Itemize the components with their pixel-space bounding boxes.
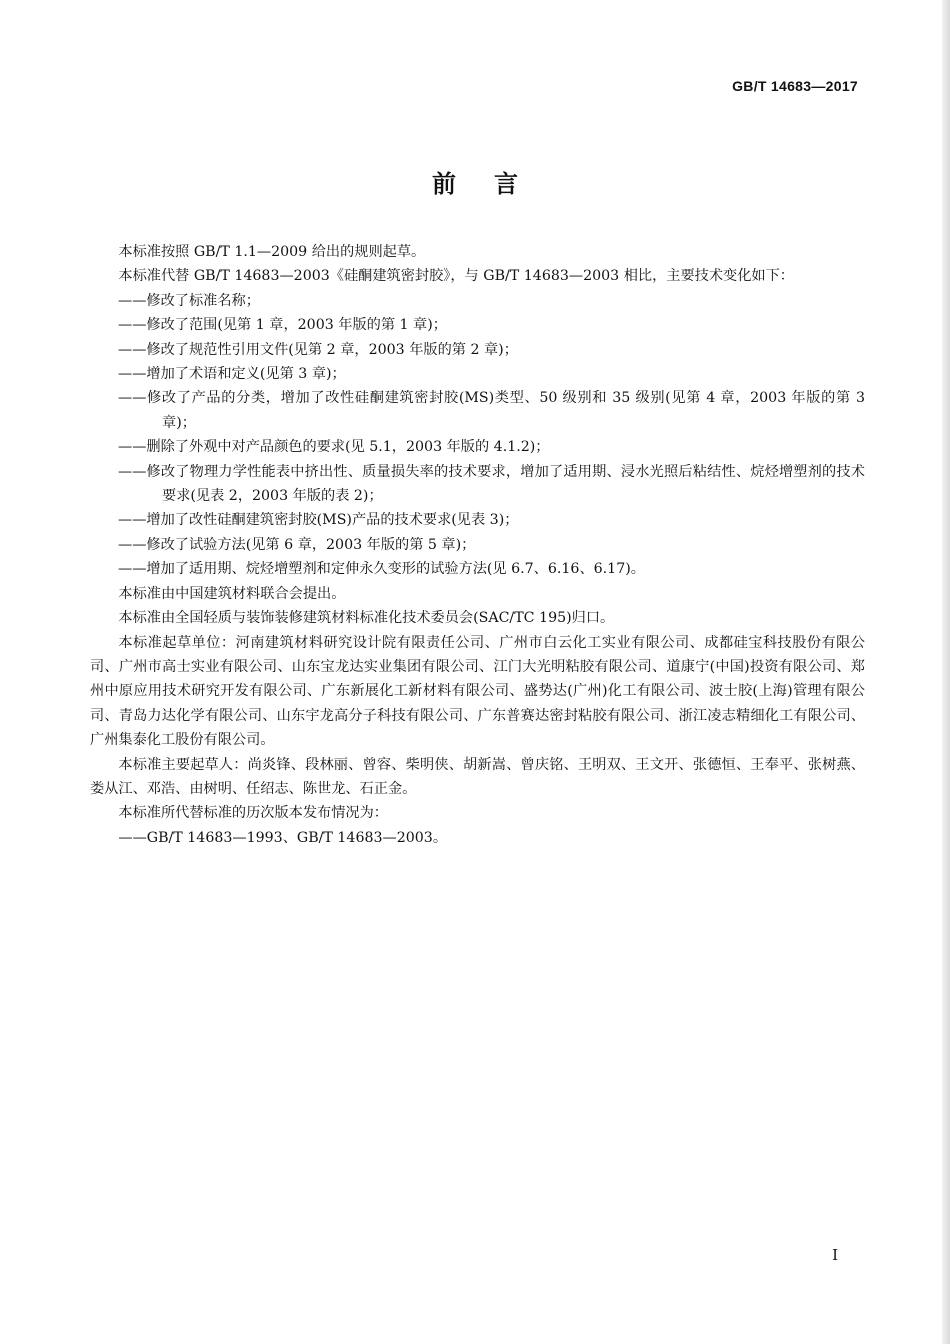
page-edge: [942, 0, 950, 1344]
page-number: I: [832, 1246, 838, 1264]
document-body: [90, 240, 865, 850]
paragraph-history-versions: ——GB/T 14683—1993、GB/T 14683—2003。: [118, 829, 448, 846]
list-item: ——修改了试验方法(见第 6 章，2003 年版的第 5 章)；: [118, 536, 476, 553]
paragraph-drafting-units: 本标准起草单位：河南建筑材料研究设计院有限责任公司、广州市白云化工实业有限公司、成都硅宝科技股份有限公司、广州市高士实业有限公司、山东宝龙达实业集团有限公司、江门大光明粘胶有限公司、道康宁(中国)投资有限公司、郑州中原应用技术研究开发有限公司、广东新展化工新材料有限公司、盛势达(广州)化工有限公司、波士胶(上海)管理有限公司、青岛力达化学有限公司、山东宇龙高分子科技有限公司、广东普赛达密封粘胶有限公司、浙江凌志精细化工有限公司、广州集泰化工股份有限公司。: [90, 634, 865, 749]
page-title: 前言: [432, 170, 556, 198]
list-item: ——增加了适用期、烷烃增塑剂和定伸永久变形的试验方法(见 6.7、6.16、6.17)。: [118, 561, 645, 578]
list-item: ——修改了产品的分类，增加了改性硅酮建筑密封胶(MS)类型、50 级别和 35 级别(见第 4 章，2003 年版的第 3 章)；: [118, 390, 865, 431]
list-item: ——修改了标准名称；: [118, 292, 260, 309]
list-item: ——修改了规范性引用文件(见第 2 章，2003 年版的第 2 章)；: [118, 341, 518, 358]
list-item: ——修改了范围(见第 1 章，2003 年版的第 1 章)；: [118, 317, 447, 334]
paragraph-drafting-rules: 本标准按照 GB/T 1.1—2009 给出的规则起草。: [118, 244, 426, 260]
standard-code: GB/T 14683—2017: [732, 78, 858, 94]
paragraph-replacement: 本标准代替 GB/T 14683—2003《硅酮建筑密封胶》，与 GB/T 14683—2003 相比，主要技术变化如下：: [118, 268, 794, 285]
list-item: ——增加了改性硅酮建筑密封胶(MS)产品的技术要求(见表 3)；: [118, 512, 519, 529]
changes-list: [90, 289, 865, 582]
paragraph-history-intro: 本标准所代替标准的历次版本发布情况为：: [118, 805, 388, 822]
paragraph-committee: 本标准由全国轻质与装饰装修建筑材料标准化技术委员会(SAC/TC 195)归口。: [118, 610, 615, 627]
paragraph-proposer: 本标准由中国建筑材料联合会提出。: [118, 585, 346, 602]
list-item: ——增加了术语和定义(见第 3 章)；: [118, 366, 346, 383]
list-item: ——删除了外观中对产品颜色的要求(见 5.1，2003 年版的 4.1.2)；: [118, 439, 550, 456]
list-item: ——修改了物理力学性能表中挤出性、质量损失率的技术要求，增加了适用期、浸水光照后粘结性、烷烃增塑剂的技术要求(见表 2，2003 年版的表 2)；: [118, 463, 865, 505]
paragraph-drafters: 本标准主要起草人：尚炎锋、段林丽、曾容、柴明侠、胡新嵩、曾庆铭、王明双、王文开、张德恒、王奉平、张树燕、娄从江、邓浩、由树明、任绍志、陈世龙、石正金。: [90, 756, 865, 797]
